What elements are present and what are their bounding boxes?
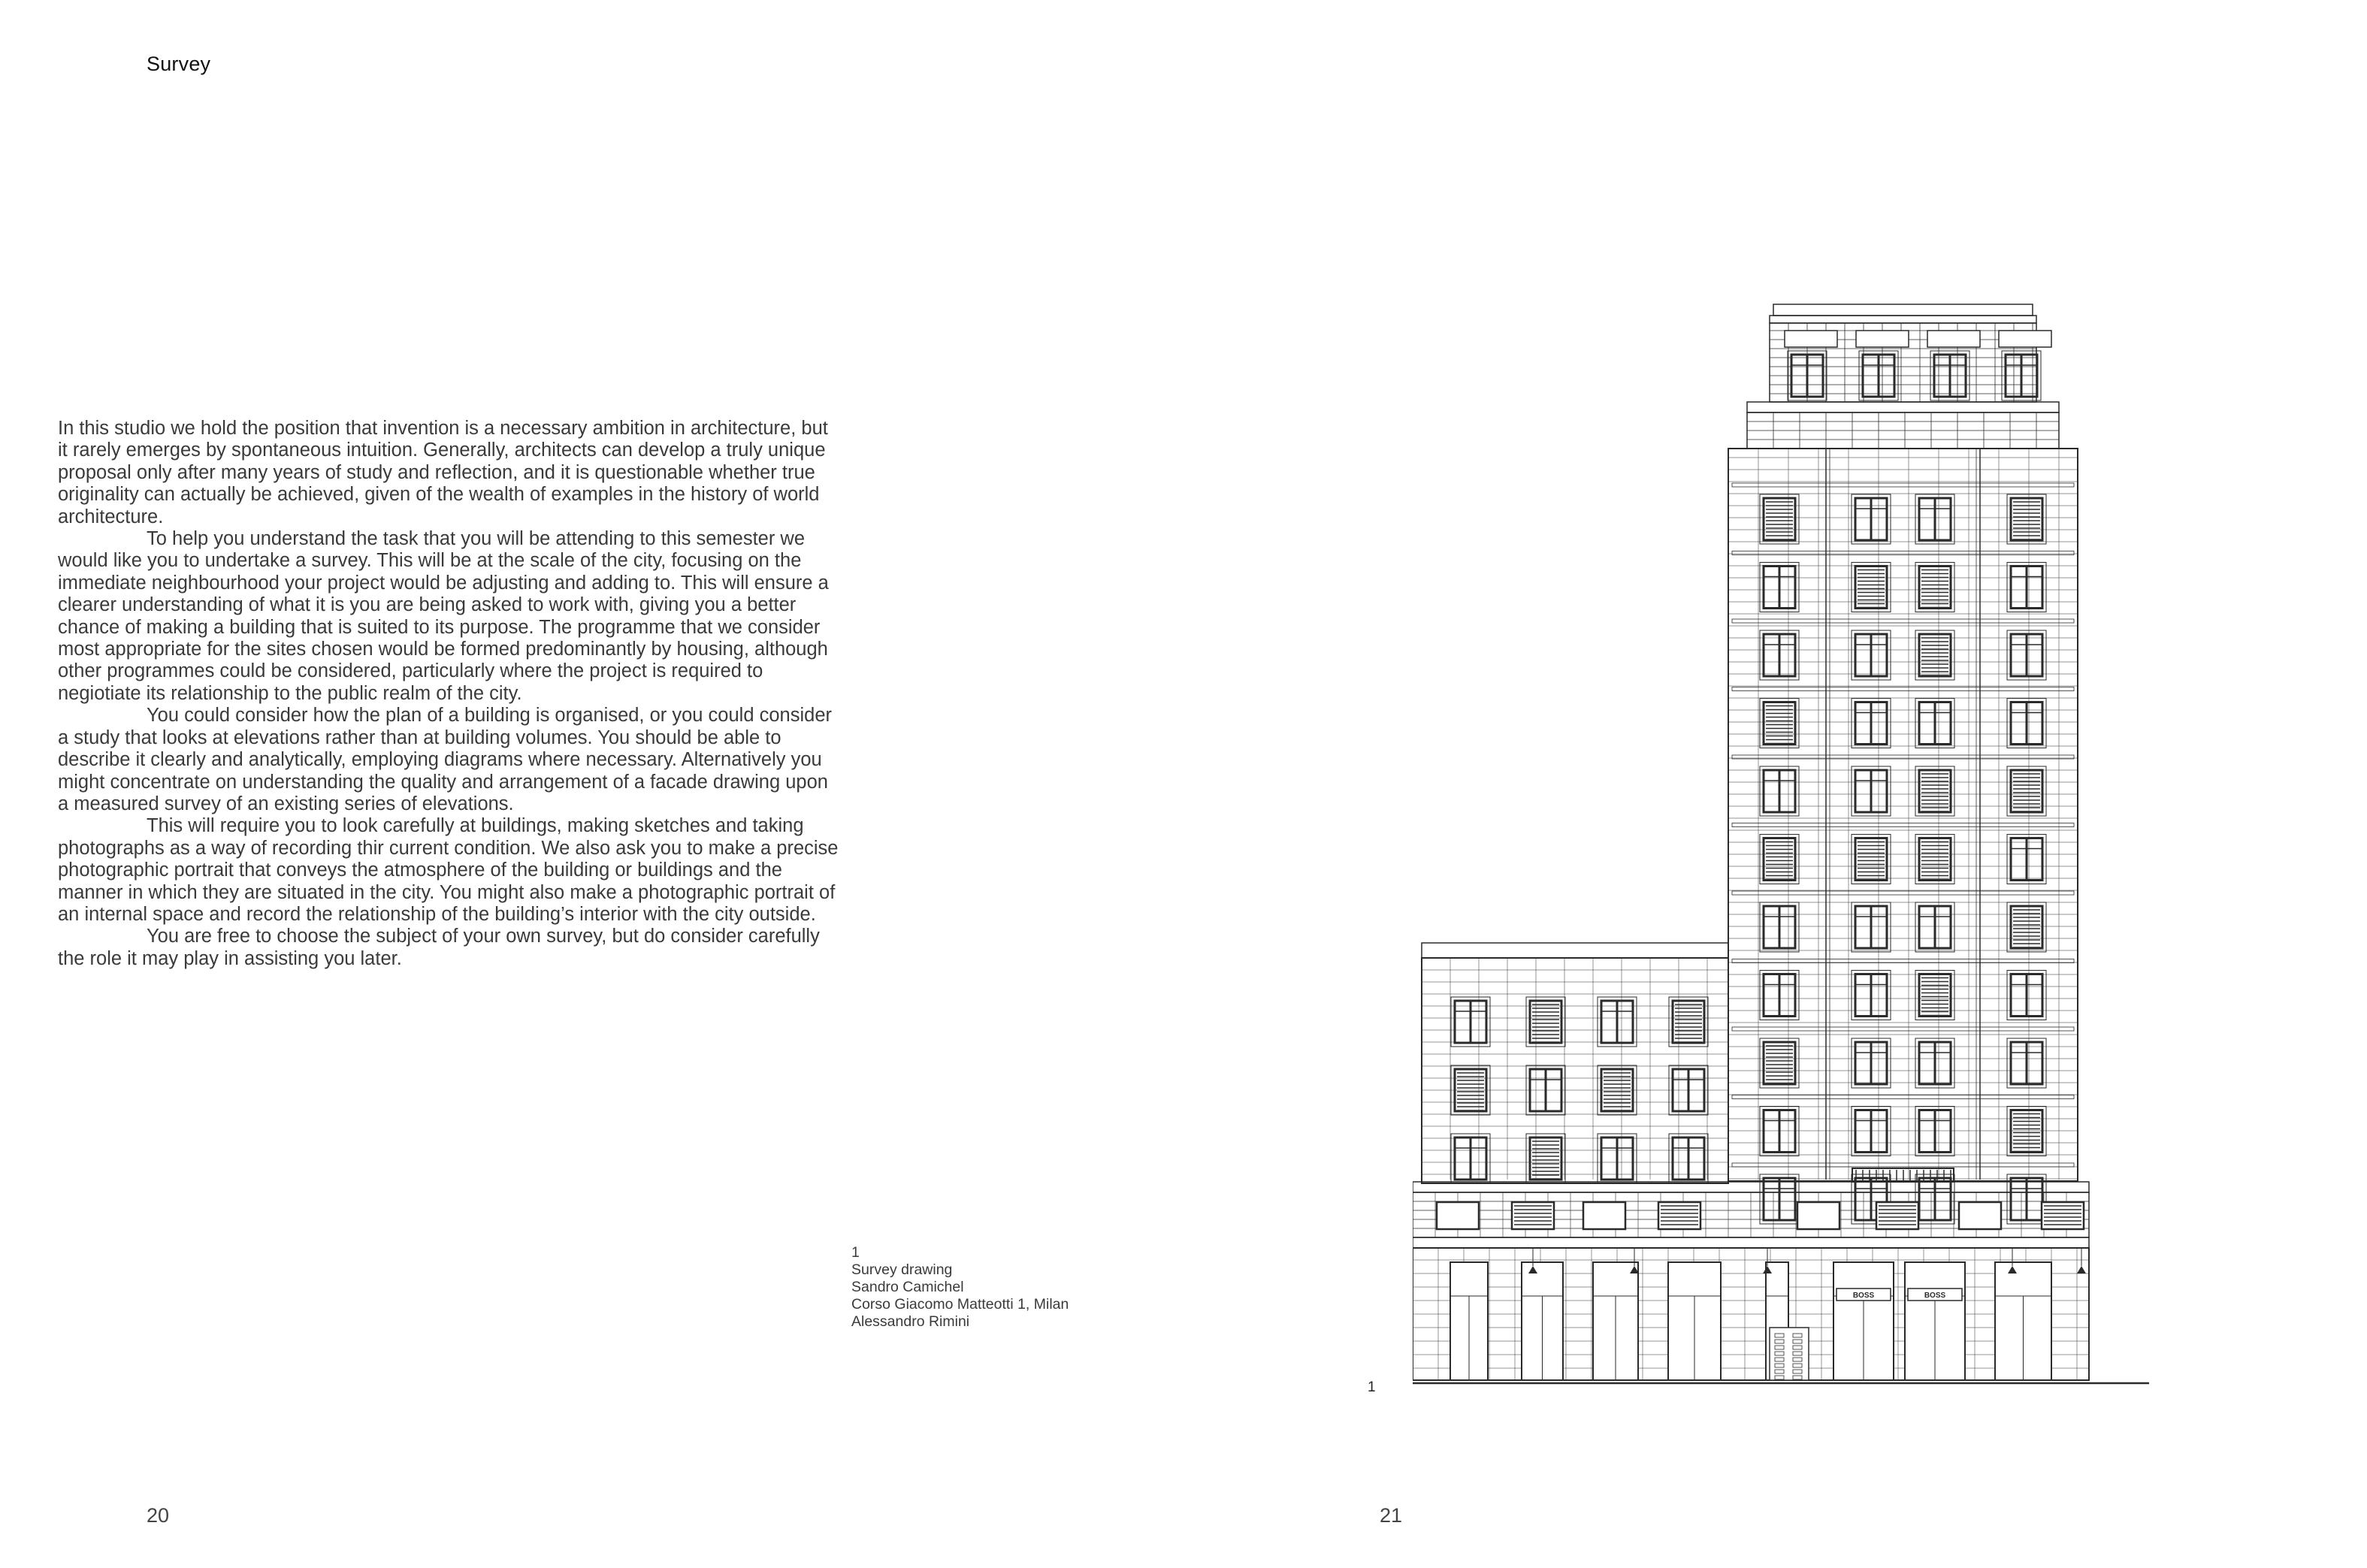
- shop-sign: BOSS: [1924, 1292, 1946, 1300]
- paragraph: You are free to choose the subject of your own survey, but do consider carefully the role it may play in assisting you later.: [58, 926, 820, 969]
- caption-title: Survey drawing: [851, 1261, 953, 1278]
- paragraph: To help you understand the task that you will be attending to this semester we would like you to undertake a survey. This will be at the scale of the city, focusing on the immediate neighbourhood your project would be adjusting and adding to. This will ensure a clearer understanding of what it is you are being asked to work with, giving you a better chance of making a building that is suited to its purpose. The programme that we consider most appropriate for the sites chosen would be formed predominantly by housing, although other programmes could be considered, particularly where the project is required to negiotiate its relationship to the public realm of the city.: [58, 528, 829, 704]
- building-elevation-drawing: [1413, 297, 2149, 1386]
- page-number-right: 21: [1380, 1504, 1403, 1527]
- figure-caption: [851, 1244, 1069, 1331]
- caption-author: Sandro Camichel: [851, 1279, 964, 1295]
- caption-number: 1: [851, 1244, 860, 1261]
- caption-address: Corso Giacomo Matteotti 1, Milan: [851, 1296, 1069, 1313]
- caption-architect: Alessandro Rimini: [851, 1313, 970, 1330]
- paragraph: In this studio we hold the position that invention is a necessary ambition in architecture, but it rarely emerges by spontaneous intuition. Generally, architects can develop a truly unique proposal only after many years of study and reflection, and it is questionable whether true originality can actually be achieved, given of the wealth of examples in the history of world architecture.: [58, 418, 828, 527]
- paragraph: This will require you to look carefully at buildings, making sketches and taking photographs as a way of recording thir current condition. We also ask you to make a precise photographic portrait that conveys the atmosphere of the building or buildings and the manner in which they are situated in the city. You might also make a photographic portrait of an internal space and record the relationship of the building’s interior with the city outside.: [58, 815, 839, 925]
- body-text: [58, 418, 839, 970]
- section-title: Survey: [147, 53, 211, 75]
- shop-sign: BOSS: [1852, 1292, 1875, 1300]
- paragraph: You could consider how the plan of a building is organised, or you could consider a study that looks at elevations rather than at building volumes. You should be able to describe it clearly and analytically, employing diagrams where necessary. Alternatively you might concentrate on understanding the quality and arrangement of a facade drawing upon a measured survey of an existing series of elevations.: [58, 705, 832, 814]
- figure-marker: 1: [1368, 1379, 1376, 1395]
- page-number-left: 20: [147, 1504, 170, 1527]
